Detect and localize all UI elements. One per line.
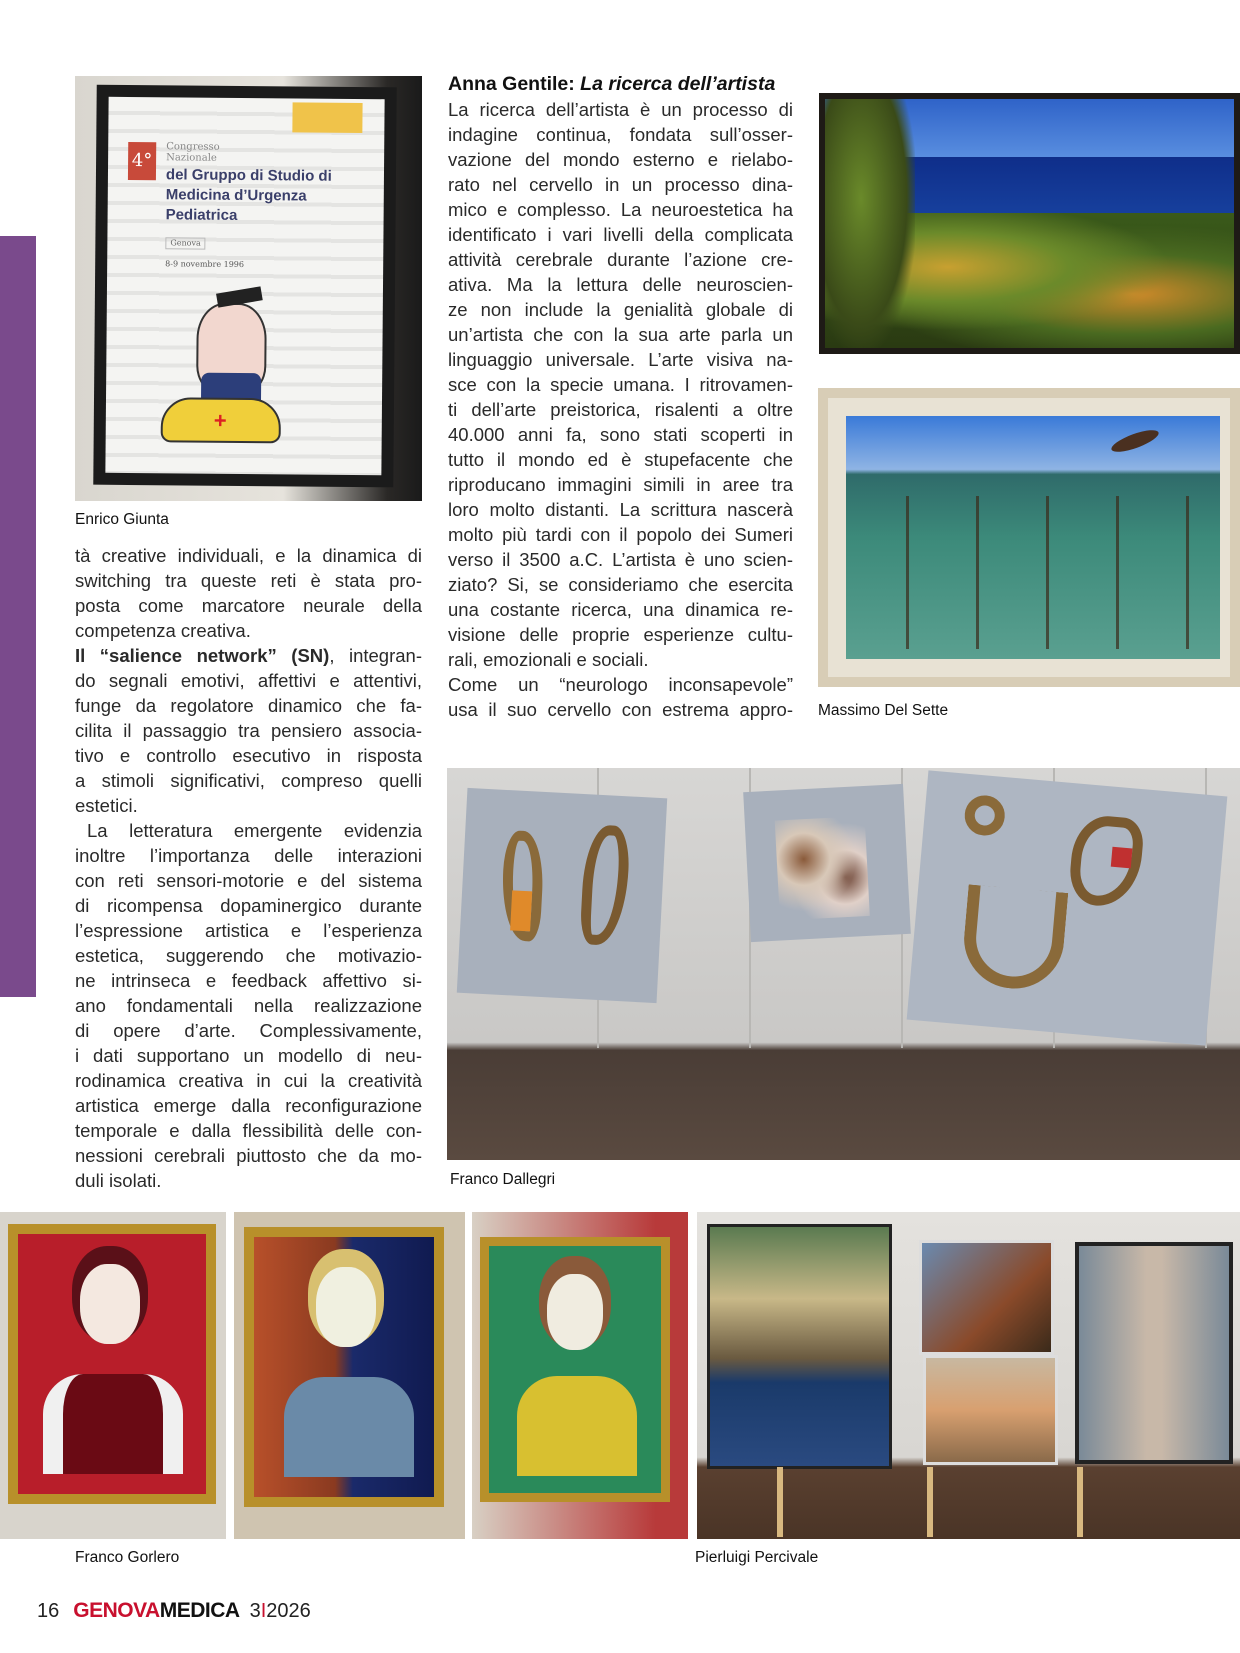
text-line: ano fondamentali nella realizzazione [75,995,422,1016]
poster-line4: Medicina d’Urgenza [165,186,307,205]
magazine-logo [73,1598,239,1624]
caption-franco-dallegri: Franco Dallegri [450,1171,556,1188]
abstract-shape [960,884,1068,992]
photo-gorlero-portrait-3 [472,1212,688,1539]
heading-title: La ricerca dell’artista [574,73,776,95]
text-line: switching tra queste reti è stata pro- [75,570,422,591]
abstract-red-fill [1111,847,1133,869]
portrait-body [43,1374,183,1474]
text-line: duli isolati. [75,1170,162,1191]
text-line: 40.000 anni fa, sono stati scoperti in [448,424,793,445]
abstract-shape [963,794,1006,837]
gold-frame [244,1227,444,1507]
text-line: inoltre l’importanza delle interazioni [75,845,422,866]
gold-frame [8,1224,216,1504]
article-heading [448,72,793,97]
section-accent-bar [0,236,36,997]
abstract-orange-fill [510,890,532,931]
poster-number: 4° [128,142,156,180]
poster-yellow-label [292,102,362,133]
text-line: vazione del mondo esterno e rielabo- [448,149,793,170]
poster-red-cross-icon: + [213,407,227,433]
text-line [75,643,422,668]
photo-gorlero-portrait-1 [0,1212,226,1539]
canvas-middle [743,784,911,942]
poster-line2: Nazionale [166,152,217,164]
logo-genova: GENOVA [73,1599,160,1622]
text-line: ativa. Ma la lettura delle neuroscien- [448,274,793,295]
canvas-left [457,788,667,1003]
issue-number [250,1598,311,1624]
gold-frame [480,1237,670,1502]
text-line: ti dell’arte preistorica, risalenti a oltre [448,399,793,420]
painting-inner [846,416,1220,659]
text-line: di opere d’arte. Complessivamente, [75,1020,422,1041]
portrait-body [517,1376,637,1476]
text-line: tutto il mondo ed è stupefacente che [448,449,793,470]
photo-percivale-exhibit [697,1212,1240,1539]
text-line: attività cerebrale durante l’azione cre- [448,249,793,270]
caption-massimo-del-sette: Massimo Del Sette [818,702,949,719]
text-line: estetica, suggerendo che motivazio- [75,945,422,966]
text-line: l’espressione artistica e l’esperienza [75,920,422,941]
canvas-right [907,770,1228,1045]
text-line: ne intrinseca e feedback affettivo si- [75,970,422,991]
poster-city: Genova [165,237,205,249]
poster-date: 8-9 novembre 1996 [165,259,245,269]
easels [737,1467,1217,1537]
text-line: rali, emozionali e sociali. [448,649,649,670]
middle-text-column [448,72,793,722]
portrait-head [316,1267,376,1347]
text-line: un’artista che con la sua arte parla un [448,324,793,345]
text-line: molto più tardi con il popolo dei Sumeri [448,524,793,545]
photo-del-sette-seascape [819,93,1240,354]
text-line: verso il 3500 a.C. L’artista è uno scien- [448,549,793,570]
text-line: a stimoli significativi, compreso quelli [75,770,422,791]
text-line: con reti sensori-motorie e del sistema [75,870,422,891]
text-line: una costante ricerca, una dinamica re- [448,599,793,620]
text-line: estetici. [75,795,138,816]
caption-franco-gorlero: Franco Gorlero [75,1549,180,1566]
text-line: rato nel cervello in un processo dina- [448,174,793,195]
photo-del-sette-lagoon [818,388,1240,687]
poster-title-block [166,141,220,163]
issue-separator: I [260,1600,267,1622]
painting-posts [866,496,1200,649]
text-line: La letteratura emergente evidenzia [87,820,422,841]
middle-text-body [448,97,793,722]
text-line: competenza creativa. [75,620,251,641]
painting-figures [1075,1242,1233,1464]
text-line: linguaggio universale. L’arte visiva na- [448,349,793,370]
text-line: ziato? Si, se consideriamo che esercita [448,574,793,595]
text-line: cilita il passaggio tra pensiero associa- [75,720,422,741]
text-line: nessioni cerebrali piuttosto che da mo- [75,1145,422,1166]
text-line: posta come marcatore neurale della [75,595,422,616]
text-line: temporale e dalla flessibilità delle con- [75,1120,422,1141]
text-line-rest: , integran- [329,645,422,666]
page-footer [37,1598,311,1624]
poster-line5: Pediatrica [165,206,238,224]
abstract-shape [1067,813,1145,909]
text-line: di ricompensa dopaminergico durante [75,895,422,916]
left-text-column [75,543,422,1193]
bold-term: Il “salience network” (SN) [75,645,330,666]
text-line: visione delle proprie esperienze cultu- [448,624,793,645]
text-line: tivo e controllo esecutivo in risposta [75,745,422,766]
painting-left-tree [825,99,915,348]
text-line: sce con la specie umana. I ritrovamen- [448,374,793,395]
painting-bull [923,1355,1058,1465]
photo-dallegri-exhibit [447,768,1240,1160]
text-line: riproducano immagini simili in aree tra [448,474,793,495]
logo-medica: MEDICA [159,1599,240,1622]
portrait-head [80,1264,140,1344]
text-line: rodinamica creativa in cui la creatività [75,1070,422,1091]
text-line: loro molto distanti. La scrittura nascerà [448,499,793,520]
text-line: indagine continua, fondata sull’osser- [448,124,793,145]
text-line: i dati supportano un modello di neu- [75,1045,422,1066]
abstract-shape [775,816,870,921]
poster-line1: Congresso [166,141,220,153]
photo-gorlero-portrait-2 [234,1212,465,1539]
poster-sheet [105,97,384,475]
caption-pierluigi-percivale: Pierluigi Percivale [695,1549,819,1566]
photo-enrico-giunta-poster [75,76,422,501]
caption-enrico-giunta: Enrico Giunta [75,511,169,528]
text-line: funge da regolatore dinamico che fa- [75,695,422,716]
painting-bird-shape [1109,426,1161,456]
poster-line3: del Gruppo di Studio di [165,166,332,185]
painting-horses [919,1240,1054,1355]
text-line: usa il suo cervello con estrema appro- [448,699,793,720]
issue-num: 3 [249,1600,261,1622]
page-number: 16 [37,1600,60,1622]
portrait-head [547,1274,603,1350]
text-line: mico e complesso. La neuroestetica ha [448,199,793,220]
text-line: do segnali emotivi, affettivi e attentivi, [75,670,422,691]
portrait-body [284,1377,414,1477]
text-line: tà creative individuali, e la dinamica di [75,545,422,566]
painting-ship [707,1224,892,1469]
poster-frame [93,85,396,488]
text-line: Come un “neurologo inconsapevole” [448,674,793,695]
text-line: artistica emerge dalla reconfigurazione [75,1095,422,1116]
issue-year: 2026 [266,1600,311,1622]
text-line: ze non include la genialità globale di [448,299,793,320]
poster-main-title [166,165,332,226]
heading-author: Anna Gentile: [448,73,575,95]
text-line: identificato i vari livelli della complicata [448,224,793,245]
abstract-shape [579,824,630,946]
text-line: La ricerca dell’artista è un processo di [448,99,793,120]
